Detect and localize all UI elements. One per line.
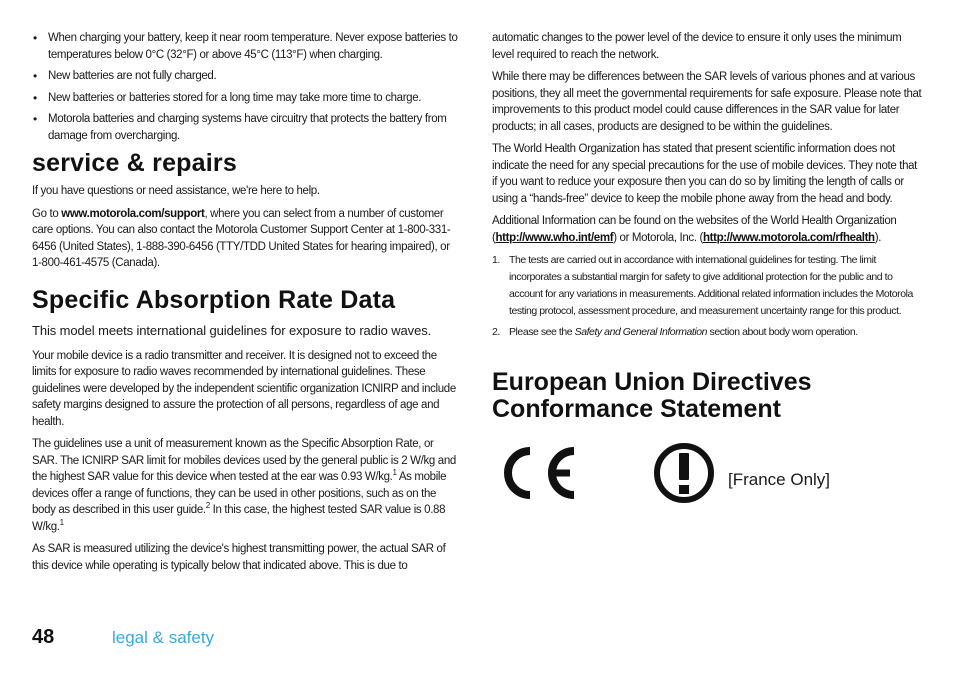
text-span: Additional Information can be found on the websites of the World Health Organization ( (492, 215, 897, 244)
text-span: Please see the (509, 326, 575, 338)
text-span: ). (874, 231, 882, 244)
heading-line: Conformance Statement (492, 395, 781, 423)
text-span: As mobile devices offer a range of functions, they can be used in other positions, such as on the body as described in this user guide. (32, 471, 447, 516)
list-item: • New batteries or batteries stored for a long time may take more time to charge. (32, 90, 460, 107)
list-item: • New batteries are not fully charged. (32, 68, 460, 85)
service-intro-text: If you have questions or need assistance, we're here to help. (32, 185, 320, 197)
who-link[interactable]: http://www.who.int/emf (495, 231, 614, 244)
sar-paragraph-2 (32, 436, 460, 535)
additional-info-text (492, 213, 922, 246)
eu-directives-heading (492, 369, 922, 423)
heading-line: European Union Directives (492, 368, 812, 396)
footnote-number: 1. (492, 254, 500, 266)
list-item: • When charging your battery, keep it near room temperature. Never expose batteries to temperatures below 0°C (32°F) or above 45°C (113°F) when charging. (32, 30, 460, 63)
footnote-ref: 1 (59, 517, 64, 527)
service-repairs-heading: service & repairs (32, 149, 237, 177)
page-footer (32, 626, 215, 649)
service-contact-text (32, 206, 460, 272)
sar-heading: Specific Absorption Rate Data (32, 285, 396, 314)
footnote-text: The tests are carried out in accordance with international guidelines for testing. The limit incorporates a substantial margin for safety to give additional protection for the public and to account for any variations in measurements. Additional related information includes the Motorola testing protocol, assessment procedure, and measurement uncertainty range for this product. (509, 254, 913, 317)
sar-paragraph-1: Your mobile device is a radio transmitter and receiver. It is designed not to exceed the limits for exposure to radio waves recommended by international guidelines. These guidelines were developed by the independent scientific organization ICNIRP and include safety margins designed to assure the protection of all persons, regardless of age and health. (32, 349, 456, 428)
sar-continued-text: automatic changes to the power level of the device to ensure it only uses the minimum level required to reach the network. (492, 32, 902, 61)
section-name: legal & safety (112, 628, 215, 647)
emphasis-text: Safety and General Information (574, 326, 708, 338)
motorola-rfhealth-link[interactable]: http://www.motorola.com/rfhealth (703, 231, 875, 244)
footnote-ref: 2 (205, 501, 210, 511)
who-statement-text: The World Health Organization has stated that present scientific information does not indicate the need for any special precautions for the use of mobile devices. They note that if you want to reduce your exposure then you can do so by limiting the length of calls or using a “hands-free” device to keep the mobile phone away from the head and body. (492, 143, 918, 205)
ce-mark-icon (494, 443, 584, 503)
sar-intro: This model meets international guidelines for exposure to radio waves. (32, 322, 432, 338)
text-span: section about body worn operation. (707, 326, 858, 338)
left-column (32, 30, 460, 580)
motorola-support-link[interactable]: www.motorola.com/support (61, 207, 205, 220)
text-span: Go to (32, 207, 62, 220)
right-column (492, 30, 922, 513)
list-item: • Motorola batteries and charging systems have circuitry that protects the battery from damage from overcharging. (32, 111, 460, 144)
charging-tips-list (32, 30, 460, 144)
footnote-number: 2. (492, 326, 500, 338)
text-span: The guidelines use a unit of measurement known as the Specific Absorption Rate, or SAR. The ICNIRP SAR limit for mobiles devices used by the general public is 2 W/kg and the highest SAR value for this device when tested at the ear was 0.93 W/kg. (32, 438, 456, 483)
text-span: ) or Motorola, Inc. ( (613, 231, 703, 244)
france-only-label: [France Only] (728, 470, 831, 489)
footnote-ref: 1 (392, 468, 397, 478)
text-span: In this case, the highest tested SAR value is 0.88 W/kg. (32, 504, 446, 533)
conformance-marks (492, 433, 922, 513)
alert-mark-icon (652, 441, 716, 505)
footnote-item (492, 252, 922, 320)
text-span: , where you can select from a number of customer care options. You can also contact the Motorola Customer Support Center at 1-800-331-6456 (United States), 1-888-390-6456 (TTY/TDD United States for hearing impaired), or 1-800-461-4575 (Canada). (32, 207, 451, 269)
page-number: 48 (32, 626, 55, 648)
footnotes-list (492, 252, 922, 341)
sar-differences-text: While there may be differences between the SAR levels of various phones and at various positions, they all meet the governmental requirements for safe exposure. Please note that improvements to this product model could cause differences in the SAR value for later products; in all cases, products are designed to be within the guidelines. (492, 71, 922, 133)
sar-paragraph-3: As SAR is measured utilizing the device's highest transmitting power, the actual SAR of this device while operating is typically below that indicated above. This is due to (32, 543, 446, 572)
footnote-item (492, 324, 922, 341)
